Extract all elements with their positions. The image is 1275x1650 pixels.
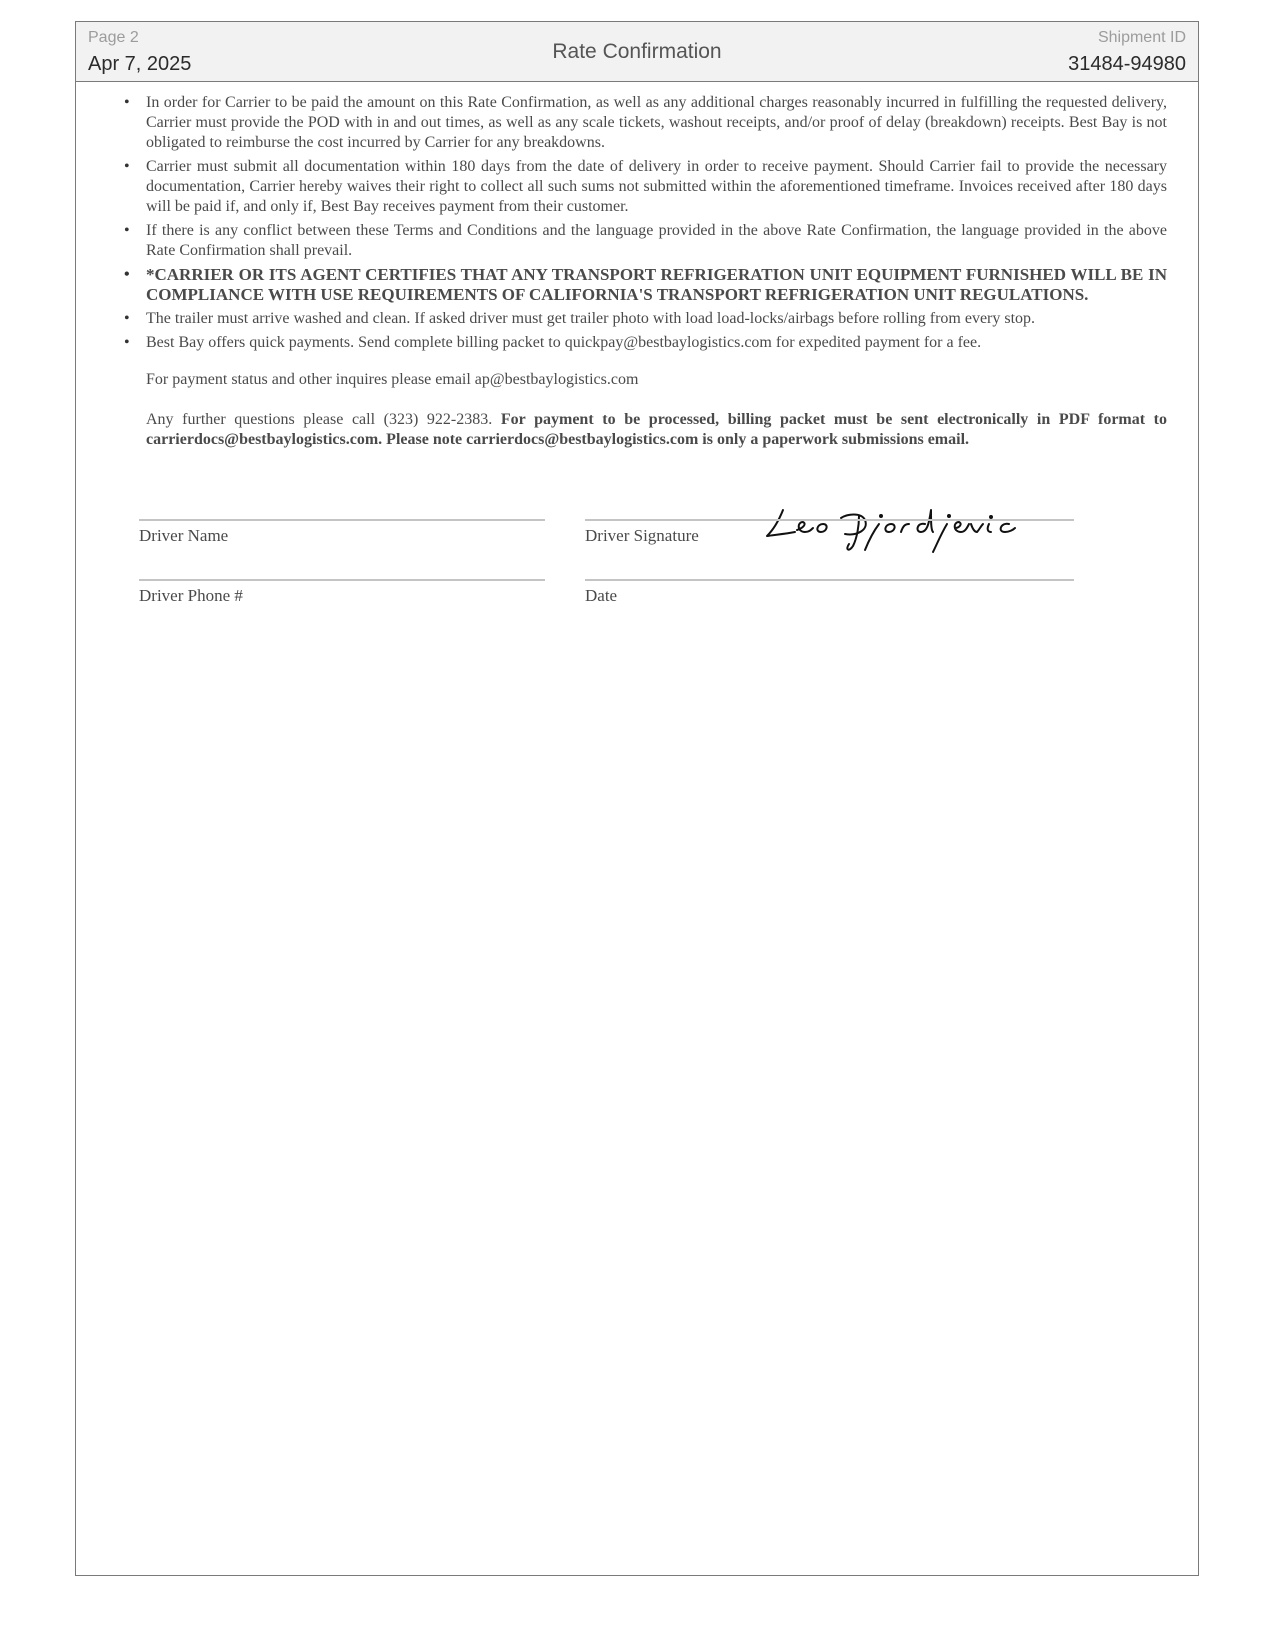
term-text: Best Bay offers quick payments. Send complete billing packet to quickpay@bestbaylogistics.com for expedited payment for a fee.	[146, 334, 982, 351]
driver-signature-image	[761, 502, 1021, 566]
bullet-icon: •	[124, 334, 130, 351]
terms-content	[124, 93, 1168, 450]
term-item	[124, 333, 1167, 353]
term-text: Carrier must submit all documentation within 180 days from the date of delivery in order to receive payment. Should Carrier fail to provide the necessary documentation, Carrier hereby waives their right to collect all such sums not submitted within the aforementioned timeframe. Invoices received after 180 days will be paid if, and only if, Best Bay receives payment from their customer.	[146, 158, 1167, 215]
bullet-icon: •	[124, 94, 130, 111]
term-text: The trailer must arrive washed and clean. If asked driver must get trailer photo with load load-locks/airbags before rolling from every stop.	[146, 310, 1036, 327]
terms-list	[124, 93, 1167, 353]
driver-phone-line	[139, 579, 545, 581]
questions-note	[146, 410, 1167, 450]
payment-status-note: For payment status and other inquires please email ap@bestbaylogistics.com	[146, 371, 639, 388]
shipment-id-value: 31484-94980	[1068, 53, 1186, 75]
billing-instructions: For payment to be processed, billing packet must be sent electronically in PDF format to carrierdocs@bestbaylogistics.com. Please note carrierdocs@bestbaylogistics.com is only a paperwork submissions email.	[146, 411, 1168, 448]
term-item	[124, 309, 1167, 329]
page-header	[76, 22, 1198, 82]
bullet-icon: •	[124, 158, 130, 175]
bullet-icon: •	[124, 310, 130, 327]
date-label: Date	[585, 586, 618, 605]
term-text: If there is any conflict between these Terms and Conditions and the language provided in the above Rate Confirmation, the language provided in the above Rate Confirmation shall prevail.	[146, 222, 1167, 259]
driver-name-label: Driver Name	[139, 526, 229, 545]
page-number: Page 2	[88, 29, 139, 46]
document-date: Apr 7, 2025	[88, 53, 192, 75]
term-item	[124, 221, 1167, 261]
driver-signature-line	[585, 519, 1074, 521]
shipment-id-label: Shipment ID	[1097, 29, 1186, 46]
driver-signature-label: Driver Signature	[585, 526, 699, 545]
term-text: *CARRIER OR ITS AGENT CERTIFIES THAT ANY TRANSPORT REFRIGERATION UNIT EQUIPMENT FURNISHED WILL BE IN COMPLIANCE WITH USE REQUIREMENTS OF CALIFORNIA'S TRANSPORT REFRIGERATION UNIT REGULATIONS.	[146, 265, 1167, 304]
term-text: In order for Carrier to be paid the amount on this Rate Confirmation, as well as any additional charges reasonably incurred in fulfilling the requested delivery, Carrier must provide the POD with in and out times, as well as any scale tickets, washout receipts, and/or proof of delay (breakdown) receipts. Best Bay is not obligated to reimburse the cost incurred by Carrier for any breakdowns.	[146, 94, 1167, 151]
term-item	[124, 265, 1167, 305]
term-item	[124, 93, 1167, 153]
driver-name-line	[139, 519, 545, 521]
date-line	[585, 579, 1074, 581]
term-item	[124, 157, 1167, 217]
driver-phone-label: Driver Phone #	[139, 586, 243, 605]
questions-note-text: Any further questions please call (323) 922-2383.	[146, 411, 493, 428]
bullet-icon: •	[124, 266, 130, 283]
document-page	[75, 21, 1199, 1576]
document-title: Rate Confirmation	[552, 40, 722, 63]
bullet-icon: •	[124, 222, 130, 239]
